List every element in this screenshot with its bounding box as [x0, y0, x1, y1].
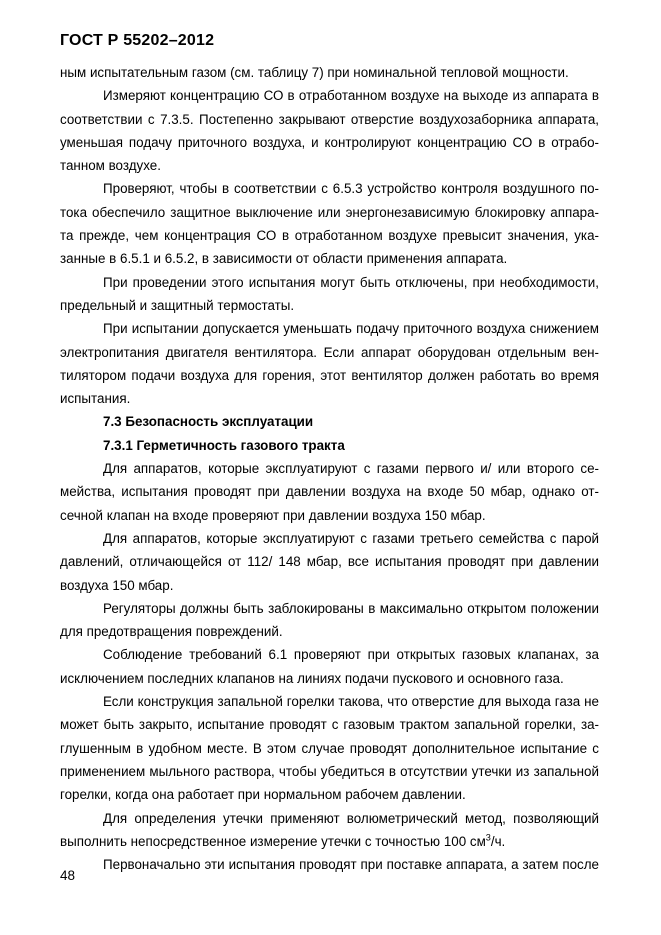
text-line: воздуха 150 мбар. — [60, 577, 174, 593]
text-line: горелки, когда она работает при нормальном рабочем давлении. — [60, 787, 466, 803]
text-line: танном воздухе. — [60, 158, 161, 174]
text-line: Для определения утечки применяют волюметрический метод, позволяющий — [103, 810, 599, 826]
text-line: сечной клапан на входе проверяют при давлении воздуха 150 мбар. — [60, 507, 486, 523]
text-line: ным испытательным газом (см. таблицу 7) при номинальной тепловой мощности. — [60, 65, 569, 80]
text-line: Первоначально эти испытания проводят при поставке аппарата, а затем после — [103, 857, 599, 873]
text-line: может быть закрыто, испытание проводят с газовым трактом запальной горелки, за- — [60, 717, 599, 733]
text-line: электропитания двигателя вентилятора. Если аппарат оборудован отдельным вен- — [60, 344, 599, 360]
paragraph — [60, 271, 599, 318]
text-line: При испытании допускается уменьшать подачу приточного воздуха снижением — [103, 321, 599, 337]
paragraph — [60, 317, 599, 410]
text-line: занные в 6.5.1 и 6.5.2, в зависимости от области применения аппарата. — [60, 251, 508, 267]
text-line: тилятором подачи воздуха для горения, этот вентилятор должен работать во время — [60, 367, 599, 383]
text-line: уменьшая подачу приточного воздуха, и контролируют концентрацию СО в отрабо- — [60, 134, 599, 150]
unit-superscript: 3 — [485, 832, 491, 843]
text-line: предельный и защитный термостаты. — [60, 297, 295, 313]
paragraph — [60, 457, 599, 527]
paragraph — [60, 807, 599, 854]
text-line: Регуляторы должны быть заблокированы в максимально открытом положении — [103, 600, 599, 616]
paragraph — [60, 643, 599, 690]
paragraph — [60, 597, 599, 644]
text-line: Для аппаратов, которые эксплуатируют с газами третьего семейства с парой — [103, 530, 599, 546]
text-line — [60, 830, 599, 853]
paragraph — [60, 853, 599, 876]
document-header: ГОСТ Р 55202–2012 — [60, 32, 215, 49]
paragraph — [60, 177, 599, 270]
text-line: применением мыльного раствора, чтобы убедиться в отсутствии утечки из запальной — [60, 763, 599, 779]
text-line: Соблюдение требований 6.1 проверяют при открытых газовых клапанах, за — [103, 647, 599, 663]
text-line: Если конструкция запальной горелки такова, что отверстие для выхода газа не — [103, 694, 599, 710]
subsection-heading: 7.3.1 Герметичность газового тракта — [103, 437, 345, 453]
text-line: мейства, испытания проводят при давлении воздуха на входе 50 мбар, однако от- — [60, 484, 599, 500]
text-line: Для аппаратов, которые эксплуатируют с газами первого и/ или второго се- — [103, 461, 599, 477]
text-fragment: выполнить непосредственное измерение утечки с точностью 100 см — [60, 833, 486, 849]
paragraph — [60, 527, 599, 597]
text-line: соответствии с 7.3.5. Постепенно закрывают отверстие воздухозаборника аппарата, — [60, 111, 599, 127]
text-line: Измеряют концентрацию СО в отработанном воздухе на выходе из аппарата в — [103, 88, 599, 104]
text-line: для предотвращения повреждений. — [60, 624, 283, 640]
unit-tail: /ч. — [490, 833, 506, 849]
paragraph — [60, 61, 599, 84]
text-line: давлений, отличающейся от 112/ 148 мбар, все испытания проводят при давлении — [60, 554, 599, 570]
section-heading: 7.3 Безопасность эксплуатации — [103, 414, 314, 430]
text-line: испытания. — [60, 391, 131, 407]
text-line: исключением последних клапанов на линиях подачи пускового и основного газа. — [60, 670, 564, 686]
text-line: При проведении этого испытания могут быть отключены, при необходимости, — [103, 274, 599, 290]
text-line: та прежде, чем концентрация СО в отработанном воздухе превысит значения, ука- — [60, 228, 599, 244]
text-line: Проверяют, чтобы в соответствии с 6.5.3 устройство контроля воздушного по- — [103, 181, 599, 197]
page-number: 48 — [60, 868, 76, 883]
document-body — [60, 61, 599, 876]
paragraph — [60, 84, 599, 177]
text-line: глушенным в удобном месте. В этом случае проводят дополнительное испытание с — [60, 740, 599, 756]
paragraph — [60, 690, 599, 806]
text-line: тока обеспечило защитное выключение или энергонезависимую блокировку аппара- — [60, 204, 599, 220]
